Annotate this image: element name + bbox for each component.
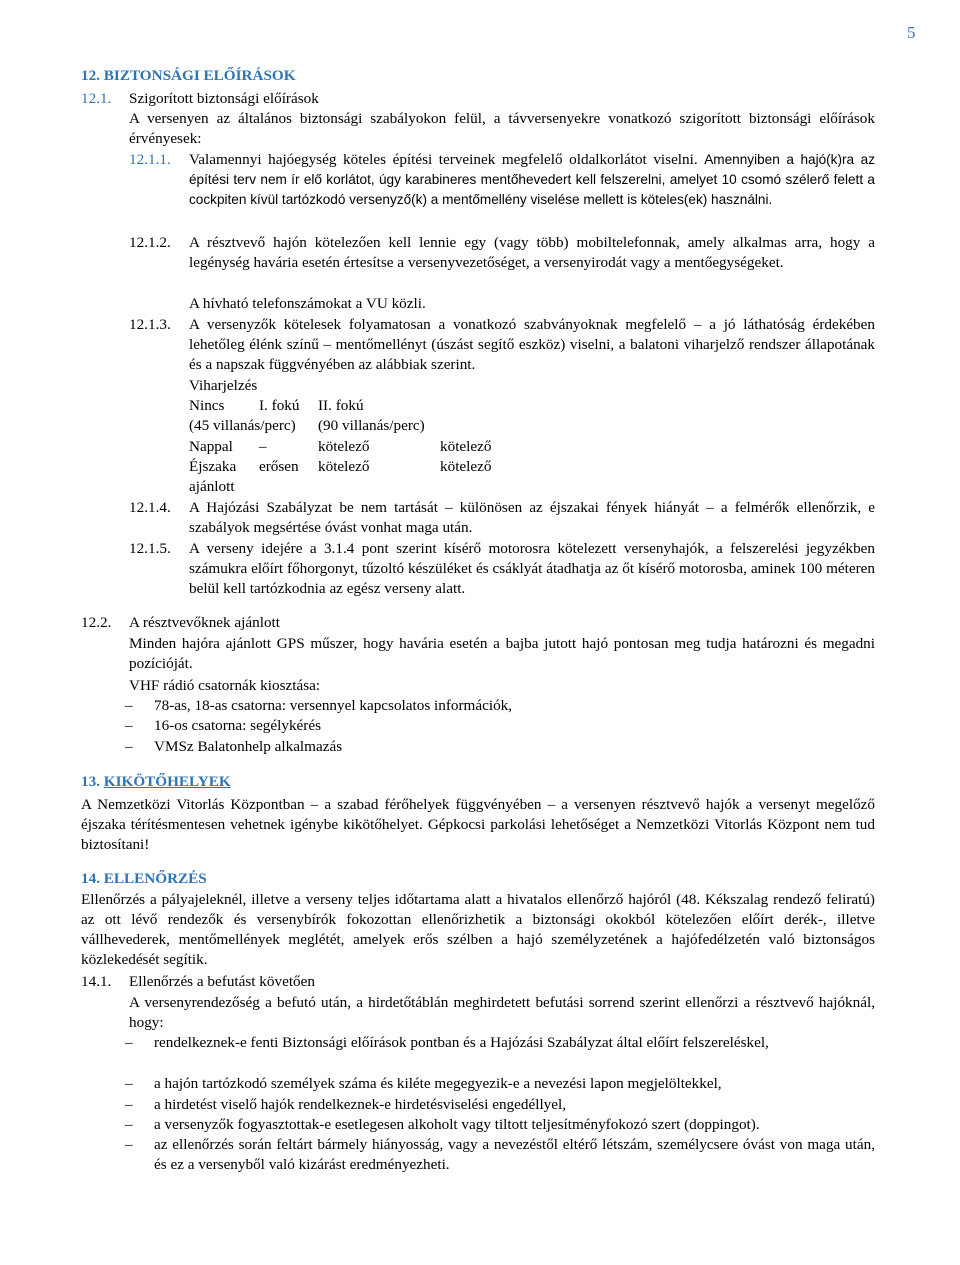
section-14-name: ELLENŐRZÉS	[103, 870, 207, 887]
col-none-header: Nincs	[189, 397, 225, 414]
vhf-item: VMSz Balatonhelp alkalmazás	[154, 738, 343, 755]
para-12-1-2-number: 12.1.2.	[129, 234, 171, 251]
section-13-title	[81, 772, 231, 792]
section-14-number: 14.	[81, 870, 100, 887]
row-night-label: Éjszaka	[189, 458, 237, 475]
row-night-none-cont: ajánlott	[189, 478, 235, 495]
section-12-2-text: Minden hajóra ajánlott GPS műszer, hogy havária esetén a bajba jutott hajó pontosan meg tudja határozni és megadni pozícióját.	[129, 635, 875, 672]
para-12-1-4: A Hajózási Szabályzat be nem tartását – különösen az éjszakai fények hiányát – a felmérők ellenőrzik, e szabályok megsértése óvást vonhat maga után.	[189, 499, 875, 536]
check-item: rendelkeznek-e fenti Biztonsági előírások pontban és a Hajózási Szabályzat által előírt felszereléskel,	[154, 1034, 769, 1051]
table-title: Viharjelzés	[189, 377, 258, 394]
section-12-1-number: 12.1.	[81, 90, 112, 107]
para-12-1-1	[189, 150, 875, 210]
para-12-1-5: A verseny idejére a 3.1.4 pont szerint kísérő motorosra kötelezett versenyhajók, a felszerelési jegyzékben számukra előírt főhorgonyt, tűzoltó készüléket és csáklyát átadhatja az őt kísérő motorosba, aminek 100 méteren belül kell tartózkodnia az egész verseny alatt.	[189, 540, 875, 597]
section-12-1-intro: A versenyen az általános biztonsági szabályokon felül, a távversenyekre vonatkozó szigorított biztonsági előírások érvényesek:	[129, 110, 875, 147]
section-14-1-number: 14.1.	[81, 973, 112, 990]
row-night-level-1: kötelező	[318, 458, 370, 475]
bullet-dash: –	[125, 697, 133, 714]
rate-1: (45 villanás/perc)	[189, 417, 296, 434]
bullet-dash: –	[125, 1075, 133, 1092]
bullet-dash: –	[125, 1116, 133, 1133]
section-14-title	[81, 869, 207, 889]
bullet-dash: –	[125, 1096, 133, 1113]
check-item: az ellenőrzés során feltárt bármely hiányosság, vagy a nevezéstől eltérő létszám, személycsere óvást von maga után, és ez a versenyből való kizárást eredményezheti.	[154, 1136, 875, 1173]
vhf-item: 16-os csatorna: segélykérés	[154, 717, 322, 734]
section-13-name: KIKÖTŐHELYEK	[103, 773, 231, 790]
section-12-title: 12. BIZTONSÁGI ELŐÍRÁSOK	[81, 67, 296, 84]
para-12-1-3-number: 12.1.3.	[129, 316, 171, 333]
para-12-1-1-rest: Amennyiben a hajó(k)ra az építési terv nem ír elő korlátot, úgy karabineres mentőhevedert kell felszerelni, amelyet 10 csomó szélerő felett a cockpiten kívül tartózkodó versenyző(k) a mentőmellény viselése mellett is köteles(ek) használni.	[189, 152, 875, 207]
check-item: a versenyzők fogyasztottak-e esetlegesen alkoholt vagy tiltott teljesítményfokozó szert (doppingot).	[154, 1116, 760, 1133]
bullet-dash: –	[125, 717, 133, 734]
para-12-1-2: A résztvevő hajón kötelezően kell lennie egy (vagy több) mobiltelefonnak, amely alkalmas arra, hogy a legénység havária esetén értesítse a versenyvezetőséget, a versenyirodát vagy a mentőegységeket.	[189, 234, 875, 271]
col-1-header: I. fokú	[259, 397, 300, 414]
rate-2: (90 villanás/perc)	[318, 417, 425, 434]
row-day-label: Nappal	[189, 438, 233, 455]
para-12-1-5-number: 12.1.5.	[129, 540, 171, 557]
para-12-1-4-number: 12.1.4.	[129, 499, 171, 516]
section-13-number: 13.	[81, 773, 100, 790]
section-14-1-text: A versenyrendezőség a befutó után, a hirdetőtáblán meghirdetett befutási sorrend szerint ellenőrzi a résztvevő hajóknál, hogy:	[129, 994, 875, 1031]
check-item: a hirdetést viselő hajók rendelkeznek-e hirdetésviselési engedéllyel,	[154, 1096, 567, 1113]
row-day-level-1: kötelező	[318, 438, 370, 455]
section-12-2-title: A résztvevőknek ajánlott	[129, 614, 280, 631]
row-night-level-2: kötelező	[440, 458, 492, 475]
page-number: 5	[907, 23, 916, 42]
bullet-dash: –	[125, 1136, 133, 1153]
section-13-text: A Nemzetközi Vitorlás Központban – a szabad férőhelyek függvényében – a versenyen résztvevő hajók a versenyt megelőző éjszaka térítésmentesen vehetnek igénybe kikötőhelyet. Gépkocsi parkolási lehetőséget a Nemzetközi Vitorlás Központ nem tud biztosítani!	[81, 796, 875, 853]
section-14-1-title: Ellenőrzés a befutást követően	[129, 973, 315, 990]
row-day-none: –	[259, 438, 267, 455]
check-item: a hajón tartózkodó személyek száma és kiléte megegyezik-e a nevezési lapon megjelöltekkel,	[154, 1075, 722, 1092]
section-14-text: Ellenőrzés a pályajeleknél, illetve a verseny teljes időtartama alatt a hivatalos ellenőrző hajóról (48. Kékszalag rendező feliratú) az ott lévő rendezők és versenybírók fokozottan ellenőrizhetik a biztonsági okokból kötelezően előírt derék-, illetve vállhevederek, mentőmellények meglétét, amelyek erős szélben a hajó személyzetének a hajófedélzetén való biztonságos közlekedését segítik.	[81, 891, 875, 968]
para-12-1-1-lead: Valamennyi hajóegység köteles építési terveinek megfelelő oldalkorlátot viselni.	[189, 151, 698, 168]
para-12-1-2-note: A hívható telefonszámokat a VU közli.	[189, 295, 426, 312]
bullet-dash: –	[125, 738, 133, 755]
vhf-title: VHF rádió csatornák kiosztása:	[129, 677, 321, 694]
row-day-level-2: kötelező	[440, 438, 492, 455]
vhf-item: 78-as, 18-as csatorna: versennyel kapcsolatos információk,	[154, 697, 513, 714]
para-12-1-3: A versenyzők kötelesek folyamatosan a vonatkozó szabványoknak megfelelő – a jó láthatóság érdekében lehetőleg élénk színű – mentőmellényt (úszást segítő eszköz) viselni, a balatoni viharjelző rendszer állapotának és a napszak függvényében az alábbiak szerint.	[189, 316, 875, 373]
col-2-header: II. fokú	[318, 397, 364, 414]
para-12-1-1-number: 12.1.1.	[129, 151, 171, 168]
bullet-dash: –	[125, 1034, 133, 1051]
row-night-none: erősen	[259, 458, 299, 475]
section-12-1-title: Szigorított biztonsági előírások	[129, 90, 319, 107]
section-12-2-number: 12.2.	[81, 614, 112, 631]
